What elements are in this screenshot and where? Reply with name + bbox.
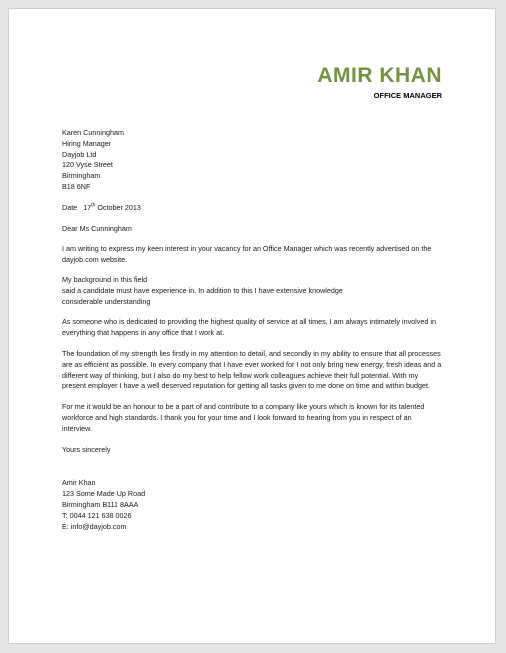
letter-body: [62, 128, 452, 532]
recipient-company: Dayjob Ltd: [62, 149, 97, 159]
date-label: Date: [62, 202, 78, 212]
date-day: 17: [83, 202, 92, 212]
date-month-year: October 2013: [97, 202, 141, 212]
recipient-street: 120 Vyse Street: [62, 160, 113, 170]
paragraph-line: I am writing to express my keen interest in your vacancy for an Office Manager which was recently advertised on the: [62, 244, 432, 254]
sender-name-heading: AMIR KHAN: [317, 64, 442, 87]
recipient-name: Karen Cunningham: [62, 128, 124, 137]
paragraph-dedication: [62, 317, 452, 339]
salutation: Dear Ms Cunningham: [62, 223, 132, 233]
paragraph-strengths: [62, 349, 452, 392]
sender-city: Birmingham B111 8AAA: [62, 499, 139, 509]
paragraph-background: [62, 275, 452, 307]
closing-phrase: Yours sincerely: [62, 444, 111, 454]
paragraph-line: interview.: [62, 423, 92, 433]
paragraph-line: present employer I have a well deserved reputation for getting all tasks given to me done on time and within budget.: [62, 381, 430, 391]
recipient-city: Birmingham: [62, 171, 101, 181]
paragraph-line: For me it would be an honour to be a part of and contribute to a company like yours which is known for its talented: [62, 402, 425, 412]
letter-date: [62, 203, 452, 214]
recipient-postcode: B18 6NF: [62, 181, 91, 191]
letterhead: [317, 64, 442, 101]
paragraph-line: considerable understanding: [62, 296, 151, 306]
sender-phone: T: 0044 121 638 0026: [62, 510, 132, 520]
sender-name: Amir Khan: [62, 478, 96, 488]
paragraph-line: are as efficient as possible. In every company that I have ever worked for I not only bring new energy, fresh ideas and a: [62, 359, 442, 369]
sender-details: [62, 478, 452, 532]
paragraph-line: everything that happens in any office that I work at.: [62, 328, 225, 338]
recipient-role: Hiring Manager: [62, 138, 112, 148]
paragraph-line: said a candidate must have experience in. In addition to this I have extensive knowledge: [62, 285, 343, 295]
sender-job-title: OFFICE MANAGER: [373, 91, 442, 100]
paragraph-line: dayjob.com website.: [62, 255, 128, 265]
paragraph-line: The foundation of my strength lies firstly in my attention to detail, and secondly in my ability to ensure that all processes: [62, 348, 441, 358]
sender-street: 123 Some Made Up Road: [62, 489, 146, 499]
paragraph-interest: [62, 244, 452, 266]
paragraph-closing: [62, 402, 452, 434]
paragraph-line: My background in this field: [62, 274, 148, 284]
recipient-address: [62, 128, 452, 193]
paragraph-line: workforce and high standards. I thank you for your time and I look forward to hearing from you in respect of an: [62, 412, 412, 422]
paragraph-line: As someone who is dedicated to providing the highest quality of service at all times, I am always intimately involved in: [62, 317, 436, 327]
letter-page: [8, 8, 496, 644]
sender-email: E: info@dayjob.com: [62, 521, 127, 531]
paragraph-line: different way of thinking, but I also do my best to help fellow work colleagues achieve their full potential. With my: [62, 370, 419, 380]
date-day-suffix: th: [91, 202, 96, 209]
